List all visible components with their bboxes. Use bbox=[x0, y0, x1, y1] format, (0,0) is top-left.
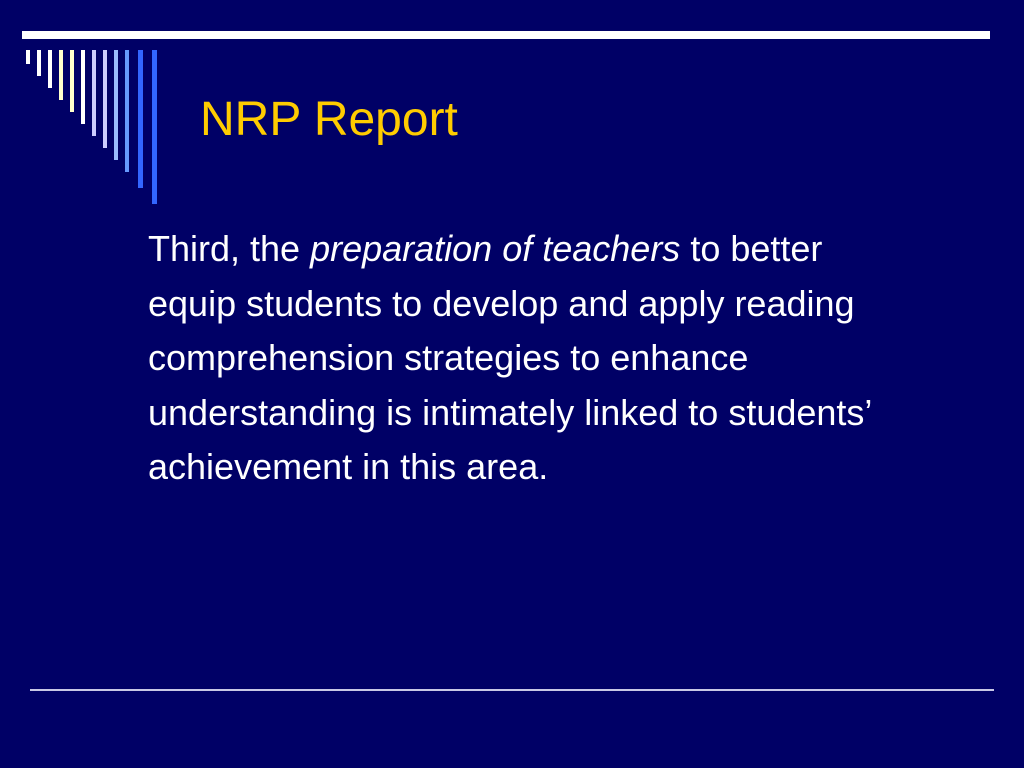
stripe bbox=[152, 50, 157, 204]
stripe bbox=[59, 50, 63, 100]
bottom-divider-line bbox=[30, 689, 994, 691]
body-text-rest: to better equip students to develop and apply reading comprehension strategies to enhance understanding is intimately linked to students’ achievement in this area. bbox=[148, 228, 872, 487]
decorative-stripes bbox=[0, 0, 180, 220]
stripe bbox=[48, 50, 52, 88]
slide-body-text bbox=[148, 222, 898, 495]
stripe bbox=[70, 50, 74, 112]
stripe bbox=[125, 50, 129, 172]
stripe bbox=[138, 50, 143, 188]
body-text-intro: Third, the bbox=[148, 228, 311, 269]
slide-title: NRP Report bbox=[200, 93, 458, 146]
stripe bbox=[37, 50, 41, 76]
stripe bbox=[114, 50, 118, 160]
stripe bbox=[103, 50, 107, 148]
stripe bbox=[26, 50, 30, 64]
stripe bbox=[92, 50, 96, 136]
stripe bbox=[81, 50, 85, 124]
body-text-emphasis: preparation of teachers bbox=[310, 228, 681, 269]
